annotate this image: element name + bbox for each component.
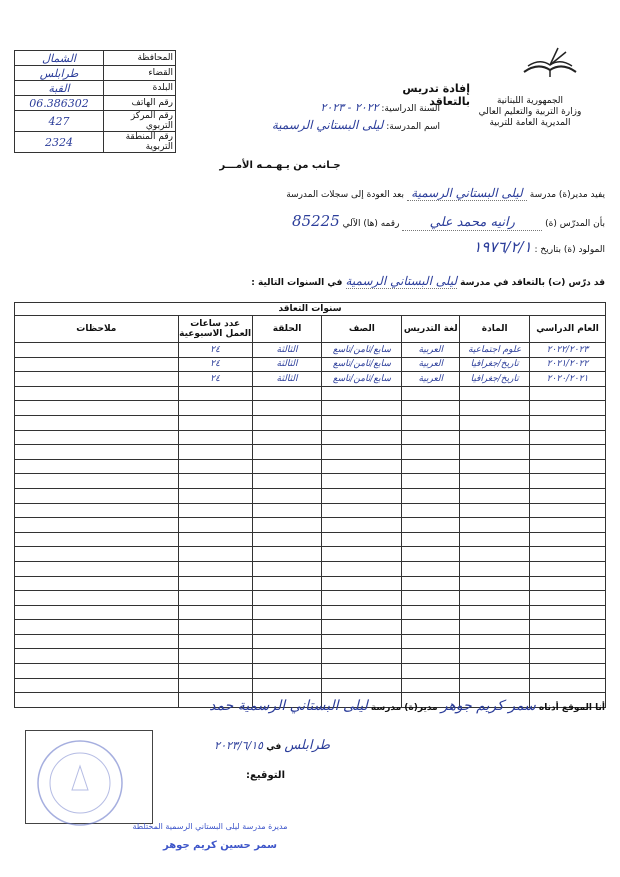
table-cell (322, 474, 402, 489)
table-cell (530, 649, 606, 664)
info-value: 2324 (15, 132, 104, 153)
table-row (15, 649, 606, 664)
table-cell (460, 532, 530, 547)
table-cell (460, 459, 530, 474)
table-cell (178, 474, 252, 489)
table-cell (402, 649, 460, 664)
table-cell (530, 664, 606, 679)
table-cell (322, 518, 402, 533)
info-value: طرابلس (15, 66, 104, 81)
table-cell: تاريخ/جغرافيا (460, 372, 530, 387)
table-cell (15, 664, 179, 679)
table-cell (178, 634, 252, 649)
column-header: عدد ساعات العمل الاسبوعية (178, 316, 252, 343)
table-cell (530, 503, 606, 518)
table-cell (252, 576, 322, 591)
table-cell: ٢٠٢٠/٢٠٢١ (530, 372, 606, 387)
signature-label: التوقيع: (246, 770, 285, 781)
table-row (15, 576, 606, 591)
table-cell (178, 518, 252, 533)
table-row (15, 678, 606, 693)
table-row (15, 430, 606, 445)
info-row (15, 96, 176, 111)
info-label: المحافظة (104, 51, 176, 66)
table-cell (460, 430, 530, 445)
table-cell (178, 401, 252, 416)
table-row (15, 532, 606, 547)
table-cell (460, 591, 530, 606)
stamp-caption: مديرة مدرسة ليلى البستاني الرسمية المختلطة (132, 822, 288, 831)
table-cell (460, 605, 530, 620)
table-cell (460, 474, 530, 489)
table-cell: ٢٠٢١/٢٠٢٢ (530, 357, 606, 372)
table-cell (15, 372, 179, 387)
table-cell: سابع/ثامن/تاسع (322, 357, 402, 372)
table-cell: الثالثة (252, 343, 322, 358)
table-cell (402, 605, 460, 620)
contract-years-header: سنوات التعاقد (15, 303, 606, 316)
table-row (15, 664, 606, 679)
table-cell (322, 488, 402, 503)
table-cell: ٢٠٢٢/٢٠٢٣ (530, 343, 606, 358)
column-header: الصف (322, 316, 402, 343)
table-cell (460, 445, 530, 460)
table-cell (530, 678, 606, 693)
table-cell (252, 459, 322, 474)
table-cell: العربية (402, 372, 460, 387)
school-name-line: اسم المدرسة: ليلى البستاني الرسمية (271, 118, 440, 132)
table-cell (322, 620, 402, 635)
info-value: القبة (15, 81, 104, 96)
page-title: إفادة تدريس بالتعاقد (402, 82, 470, 108)
table-cell (402, 445, 460, 460)
table-cell (402, 620, 460, 635)
table-cell (252, 678, 322, 693)
table-cell (402, 518, 460, 533)
table-cell (530, 547, 606, 562)
table-cell (15, 532, 179, 547)
table-cell (402, 430, 460, 445)
table-cell (530, 605, 606, 620)
table-cell (15, 386, 179, 401)
republic-heading: الجمهورية اللبنانية وزارة التربية والتعليم العالي المديرية العامة للتربية (478, 96, 582, 128)
table-cell (15, 649, 179, 664)
table-cell (15, 620, 179, 635)
table-cell (460, 488, 530, 503)
table-cell (322, 430, 402, 445)
table-row (15, 386, 606, 401)
info-row (15, 132, 176, 153)
column-header: لغة التدريس (402, 316, 460, 343)
column-header: ملاحظات (15, 316, 179, 343)
info-label: رقم الهاتف (104, 96, 176, 111)
table-row (15, 343, 606, 358)
table-cell (460, 576, 530, 591)
info-row (15, 111, 176, 132)
info-value: الشمال (15, 51, 104, 66)
table-cell (322, 576, 402, 591)
table-cell (402, 386, 460, 401)
info-row (15, 81, 176, 96)
table-cell (322, 532, 402, 547)
table-cell (402, 474, 460, 489)
table-cell (15, 343, 179, 358)
table-cell: تاريخ/جغرافيا (460, 357, 530, 372)
table-cell: سابع/ثامن/تاسع (322, 372, 402, 387)
table-cell (460, 503, 530, 518)
table-cell (460, 401, 530, 416)
table-cell (530, 576, 606, 591)
table-row (15, 372, 606, 387)
table-cell (402, 678, 460, 693)
table-cell (402, 459, 460, 474)
table-cell (15, 591, 179, 606)
table-cell (252, 620, 322, 635)
column-header: العام الدراسي (530, 316, 606, 343)
table-cell (322, 634, 402, 649)
table-cell (322, 591, 402, 606)
place-date-line: طرابلس في ٢٠٢٣/٦/١٥ (214, 738, 330, 753)
contract-years-table (14, 302, 606, 708)
table-cell (530, 518, 606, 533)
table-row (15, 445, 606, 460)
table-cell (252, 605, 322, 620)
table-cell (178, 649, 252, 664)
table-cell (460, 678, 530, 693)
table-cell (402, 591, 460, 606)
table-row (15, 357, 606, 372)
info-label: رقم المنطقة التربوية (104, 132, 176, 153)
table-cell: العربية (402, 343, 460, 358)
table-cell (322, 415, 402, 430)
table-cell (15, 430, 179, 445)
table-cell (178, 561, 252, 576)
table-cell (322, 605, 402, 620)
table-cell (322, 503, 402, 518)
table-cell (178, 386, 252, 401)
table-cell (402, 664, 460, 679)
table-cell (178, 503, 252, 518)
table-cell (402, 532, 460, 547)
table-cell (252, 474, 322, 489)
table-cell (15, 518, 179, 533)
table-cell (402, 547, 460, 562)
table-cell (178, 664, 252, 679)
statement-line-1: يفيد مدير(ة) مدرسة ليلى البستاني الرسمية بعد العودة إلى سجلات المدرسة (286, 186, 605, 200)
column-header: الحلقة (252, 316, 322, 343)
table-row (15, 474, 606, 489)
table-cell (15, 634, 179, 649)
table-cell (460, 415, 530, 430)
info-label: رقم المركز التربوي (104, 111, 176, 132)
table-cell (252, 532, 322, 547)
table-cell (530, 415, 606, 430)
table-cell (15, 547, 179, 562)
table-cell (460, 547, 530, 562)
school-info-box (14, 50, 176, 153)
table-cell (402, 488, 460, 503)
statement-line-2: بأن المدرّس (ة) رانيه محمد علي رقمه (ها) الآلي 85225 (292, 212, 605, 230)
table-cell (530, 445, 606, 460)
table-cell (530, 591, 606, 606)
table-cell (252, 634, 322, 649)
table-cell (15, 605, 179, 620)
table-cell (402, 561, 460, 576)
table-cell (252, 386, 322, 401)
table-cell: الثالثة (252, 372, 322, 387)
table-cell (530, 634, 606, 649)
table-cell (530, 532, 606, 547)
stamp-name: سمر حسين كريم جوهر (163, 840, 277, 851)
table-cell (322, 664, 402, 679)
table-cell (15, 474, 179, 489)
table-cell (530, 620, 606, 635)
table-cell (322, 649, 402, 664)
table-cell (252, 503, 322, 518)
ministry-logo-icon (520, 44, 580, 80)
table-cell (15, 561, 179, 576)
table-cell (322, 678, 402, 693)
table-cell (252, 561, 322, 576)
table-cell (15, 445, 179, 460)
table-row (15, 401, 606, 416)
table-row (15, 488, 606, 503)
signer-line: أنا الموقع أدناه سمر كريم جوهر مدير(ة) مدرسة ليلى البستاني الرسمية حمد (209, 698, 605, 714)
info-label: القضاء (104, 66, 176, 81)
table-row (15, 503, 606, 518)
info-value: 06.386302 (15, 96, 104, 111)
table-cell (252, 547, 322, 562)
table-cell (460, 620, 530, 635)
table-cell (178, 605, 252, 620)
table-cell (460, 634, 530, 649)
table-row (15, 518, 606, 533)
table-cell (322, 386, 402, 401)
table-cell (402, 576, 460, 591)
table-row (15, 591, 606, 606)
table-cell (460, 649, 530, 664)
table-cell (402, 634, 460, 649)
table-cell (15, 357, 179, 372)
table-cell (15, 678, 179, 693)
table-cell: ٢٤ (178, 343, 252, 358)
school-stamp (30, 738, 130, 828)
table-cell (530, 401, 606, 416)
table-row (15, 561, 606, 576)
table-cell (322, 459, 402, 474)
table-cell (15, 488, 179, 503)
table-cell (252, 591, 322, 606)
table-cell (178, 547, 252, 562)
column-header: المادة (460, 316, 530, 343)
table-cell (322, 401, 402, 416)
table-cell (402, 415, 460, 430)
table-cell (15, 401, 179, 416)
table-row (15, 605, 606, 620)
table-cell (252, 445, 322, 460)
table-cell (15, 415, 179, 430)
table-cell (530, 386, 606, 401)
table-cell (530, 430, 606, 445)
table-row (15, 634, 606, 649)
table-cell (178, 459, 252, 474)
info-row (15, 51, 176, 66)
table-row (15, 547, 606, 562)
table-cell (15, 459, 179, 474)
table-cell (530, 561, 606, 576)
statement-line-3: المولود (ة) بتاريخ : ١٩٧٦/٢/١ (473, 238, 605, 256)
table-cell (322, 561, 402, 576)
table-cell (252, 664, 322, 679)
table-cell (252, 401, 322, 416)
table-cell (178, 430, 252, 445)
table-cell: علوم اجتماعية (460, 343, 530, 358)
table-cell (178, 678, 252, 693)
table-cell (15, 576, 179, 591)
to-whom-heading: جـانب من يـهـمـه الأمـــر (219, 160, 341, 171)
table-cell (178, 532, 252, 547)
academic-year-line: السنة الدراسية: ٢٠٢٢ - ٢٠٢٣ (320, 101, 440, 114)
table-cell (252, 488, 322, 503)
table-cell (460, 664, 530, 679)
table-cell (460, 518, 530, 533)
table-cell (15, 503, 179, 518)
table-cell (322, 445, 402, 460)
table-cell (530, 488, 606, 503)
info-value: 427 (15, 111, 104, 132)
table-cell (178, 488, 252, 503)
table-row (15, 415, 606, 430)
statement-line-4: قد درّس (ت) بالتعاقد في مدرسة ليلى البستاني الرسمية في السنوات التالية : (251, 274, 605, 288)
table-cell (178, 576, 252, 591)
table-cell: سابع/ثامن/تاسع (322, 343, 402, 358)
table-cell: العربية (402, 357, 460, 372)
table-cell: ٢٤ (178, 357, 252, 372)
table-cell (178, 620, 252, 635)
table-cell (252, 518, 322, 533)
table-cell (530, 459, 606, 474)
table-row (15, 620, 606, 635)
table-cell (252, 430, 322, 445)
table-cell (530, 474, 606, 489)
info-row (15, 66, 176, 81)
table-cell (178, 591, 252, 606)
table-cell (178, 415, 252, 430)
table-cell (252, 649, 322, 664)
table-cell: ٢٤ (178, 372, 252, 387)
table-cell (322, 547, 402, 562)
info-label: البلدة (104, 81, 176, 96)
table-cell (252, 415, 322, 430)
table-row (15, 459, 606, 474)
table-cell: الثالثة (252, 357, 322, 372)
table-cell (402, 401, 460, 416)
table-cell (178, 445, 252, 460)
table-cell (460, 386, 530, 401)
table-cell (460, 561, 530, 576)
table-cell (402, 503, 460, 518)
